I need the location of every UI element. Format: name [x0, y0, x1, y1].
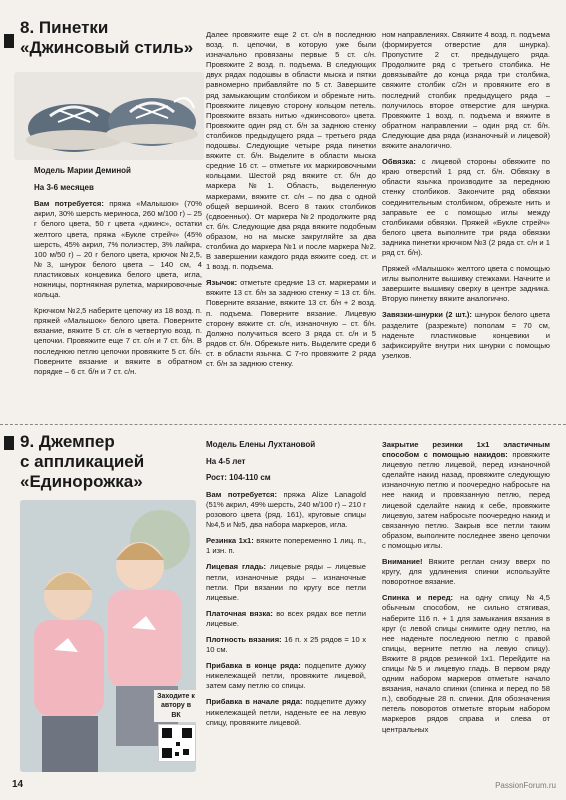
vk-qr-code[interactable]: [158, 724, 196, 762]
author-badge-text: Заходите к автору в ВК: [154, 690, 198, 722]
section-tab-marker: [4, 34, 14, 48]
section9-closing: [382, 440, 550, 551]
section-divider: [0, 424, 566, 425]
section8-yellow: Пряжей «Малышок» желтого цвета с помощью иглы выполните вышивку стежками. Начните и завершите вышивку сверху в центре задника. Вторую пинетку вяжите аналогично.: [382, 264, 550, 304]
section9-closing-head: Закрытие резинки 1x1 эластичным способом с помощью накидов:: [382, 440, 550, 460]
section8-trim: [382, 157, 550, 258]
section9-model-credit: Модель Елены Лухтановой: [206, 440, 316, 449]
section8-materials: [34, 199, 202, 300]
page-number: 14: [12, 779, 24, 790]
section8-trim-head: Обвязка:: [382, 157, 416, 167]
section9-gauge-head: Плотность вязания:: [206, 635, 282, 644]
section8-materials-text: пряжа «Малышок» (70% акрил, 30% шерсть мериноса, 260 м/100 г) – 25 г белого цвета, 50 г цвета «джинс», остатки желтого цвета, пряжа «Букле стрейч» (45% шерсть, 45% акрил, 7% полиэстер, 3% лайкра, 100 м/50 г) – 20 г белого цвета, крючок №2,5, №3, шнурок белого цвета – 140 см, 4 пластиковых концевика белого цвета, игла, ножницы, портняжная рулетка, маркировочные кольца.: [34, 199, 202, 300]
section8-number-title: 8. Пинетки: [20, 18, 109, 37]
section8-tongue-head: Язычок:: [206, 278, 238, 288]
section9-increase-begin-head: Прибавка в начале ряда:: [206, 697, 303, 707]
section9-closing-text: провяжите лицевую петлю лицевой, перед изнаночной сделайте накид назад, провяжите следующую изнаночную петлю и поочередно набросьте на нее накид и провязанную петлю, перед лицевой сделайте накид к себе, провяжите лицевую, затем набросьте поочередно накид и связанную петлю. Закрыв все петли таким образом, выполните последнее звено цепочки с помощью иглы.: [382, 450, 550, 550]
section9-increase-end-head: Прибавка в конце ряда:: [206, 661, 301, 671]
section9-subtitle-1: с аппликацией: [20, 452, 145, 472]
section9-increase-begin-text: подцепите дужку нижележащей петли, наденьте ее на левую спицу, провяжите лицевой.: [206, 697, 366, 727]
section9-number-title: 9. Джемпер: [20, 432, 115, 451]
section8-tongue: [206, 278, 376, 369]
booties-photo: [14, 72, 204, 160]
author-badge: [154, 690, 198, 722]
section8-heading: [20, 18, 200, 58]
section8-column-3: [382, 30, 550, 367]
section9-heading: [20, 432, 200, 492]
section8-col3-para1: ном направлениях. Свяжите 4 возд. п. подъема (формируется отверстие для шнурка). Пропустите 2 ст. предыдущего ряда. Продолжите ряд с третьего столбика. Не довязывайте до конца ряда три столбика, свяжите столбик с/2н и провяжите его в последний столбик предыдущего ряда – получилось второе отверстие для шнурка. Провяжите 1 возд. п. подъема и вяжите в обратном направлении – один ряд ст. б/н. Следующие два ряда (изнаночный и лицевой) вяжите аналогично.: [382, 30, 550, 151]
section9-garter-head: Платочная вязка:: [206, 608, 273, 618]
section-tab-marker-2: [4, 436, 14, 450]
section9-height: Рост: 104-110 см: [206, 473, 271, 483]
section9-back-front-text: на одну спицу №4,5 обычным способом, не сильно стягивая, наберите 116 п. + 1 для замыкания вязания в круг (с левой спицы снимите одну петлю, на нее наденьте последнюю петлю с правой спицы, верните петлю на левую спицу). Вяжите 8 рядов резинкой 1x1. Перейдите на спицы №5 и лицевую гладь. В первом ряду одним набором маркеров отметьте начало вязания, начало спинки (спинка и перед по 58 п.), свободные 28 п. спинки. Для обозначения петель поворотов отметьте вторым набором маркеров рядов справа и слева от центральных: [382, 593, 550, 734]
section8-column-2: [206, 30, 376, 375]
section9-attention-head: Внимание!: [382, 557, 423, 567]
section9-attention: [382, 557, 550, 587]
section8-para1: Крючком №2,5 наберите цепочку из 18 возд. п. пряжей «Малышок» белого цвета. Поверните вязание, вяжите 5 ст. с/н в четвертую возд. п. цепочки. Провяжите еще 7 ст. с/н и 7 ст. б/н. В последнюю петлю цепочки провяжите 5 ст. б/н. Поверните вязание и вяжите в обратном порядке – 6 ст. б/н и 7 ст. с/н.: [34, 306, 202, 376]
section9-attention-text: Вяжите реглан снизу вверх по кругу, для удлинения спинки используйте поворотное вязание.: [382, 557, 550, 587]
section9-title: [20, 432, 200, 492]
section9-rib-text: вяжите попеременно 1 лиц. п., 1 изн. п.: [206, 536, 366, 556]
section8-subtitle: «Джинсовый стиль»: [20, 38, 194, 58]
section8-laces-head: Завязки-шнурки (2 шт.):: [382, 310, 472, 320]
section9-increase-begin: [206, 697, 366, 727]
section8-col2-para1: Далее провяжите еще 2 ст. с/н в последнюю возд. п. цепочки, в которую уже были изначально провязаны первые 5 ст. с/н. Провяжите 2 возд. п. подъема. В следующих двух рядах подошвы в области мыска и пятки равномерно прибавляйте по 5 ст. Завершите ряд замыкающим столбиком и обрежьте нить. Провяжите лицевую сторону кольцом петель. Провяжите вязать нитью «джинсового» цвета. Провяжите один ряд ст. б/н за заднюю стенку столбиков предыдущего ряда – третьего ряда подошвы. Следующие четыре ряда пинетки вяжите ст. б/н. Выделите в области мыска средние 16 ст. – отметьте их маркировочными кольцами. Шестой ряд вяжите ст. б/н до маркера №1. Область, выделенную маркерами, вяжите ст. с/н – по два с одной общей вершиной. Всего 8 таких столбиков (сдвоенных). От маркера №2 продолжите ряд ст. б/н. Следующие два ряда вяжите подобным образом, но на мыске закругляйте за два столбика до маркера №1 и после маркера №2. В завершении каждого ряда вяжите соед. ст. и 1 возд. п. подъема.: [206, 30, 376, 272]
section9-stockinette-head: Лицевая гладь:: [206, 562, 267, 572]
section8-tongue-text: отметьте средние 13 ст. маркерами и вяжите 13 ст. б/н за заднюю стенку = 13 ст. б/н. Поверните вязание, вяжите 13 ст. б/н + 2 возд. п. подъема. Поверните вязание. Лицевую сторону вяжите ст. с/н, изнаночную – ст. б/н. Должно получиться всего 3 ряда ст. с/н и 5 рядов ст. б/н. Обрежьте нить. Выделите среди 6 ст. в области язычка. С 7-го провяжите 2 ряда ст. б/н за заднюю стенку.: [206, 278, 376, 368]
section9-gauge-text: 16 п. х 25 рядов = 10 х 10 см.: [206, 635, 366, 655]
section9-back-front-head: Спинка и перед:: [382, 593, 454, 603]
section8-laces-text: шнурок белого цвета разделите (разрежьте) пополам = 70 см, наденьте пластиковые концевики и зафиксируйте внутри них шнурки с помощью узелков.: [382, 310, 550, 360]
section9-materials-head: Вам потребуется:: [206, 489, 278, 499]
section9-subtitle-2: «Единорожка»: [20, 472, 143, 492]
section9-column-3: [382, 440, 550, 741]
section8-column-1: [34, 166, 202, 383]
section9-increase-end: [206, 661, 366, 691]
section8-age: На 3-6 месяцев: [34, 182, 94, 192]
section9-materials: [206, 490, 366, 530]
section8-title: [20, 18, 200, 58]
section8-model-credit: Модель Марии Деминой: [34, 166, 131, 175]
section9-rib: [206, 536, 366, 556]
section9-increase-end-text: подцепите дужку нижележащей петли, провяжите лицевой, затем саму петлю со спицы.: [206, 661, 367, 691]
section9-back-front: [382, 593, 550, 734]
site-watermark: PassionForum.ru: [495, 781, 556, 790]
section9-column-2: [206, 440, 366, 734]
section9-age: На 4-5 лет: [206, 456, 246, 466]
section9-garter-text: во всех рядах все петли лицевые.: [206, 608, 366, 628]
section9-stockinette: [206, 562, 366, 602]
section8-materials-head: Вам потребуется:: [34, 199, 104, 209]
section9-rib-head: Резинка 1x1:: [206, 536, 254, 546]
section9-materials-text: пряжа Alize Lanagold (51% акрил, 49% шерсть, 240 м/100 г) – 210 г розового цвета (ряд. 161), круговые спицы №4,5 и №5, два набора маркеров, игла.: [206, 489, 366, 530]
section9-garter: [206, 609, 366, 629]
section9-stockinette-text: лицевые ряды – лицевые петли, изнаночные ряды – изнаночные петли. При вязании по кругу все петли лицевые.: [206, 562, 366, 602]
booties-illustration: [14, 72, 204, 160]
section8-laces: [382, 310, 550, 360]
section8-trim-text: с лицевой стороны обвяжите по краю отверстий 1 ряд ст. б/н. Обвязку в области язычка производите за переднюю стенку столбиков. Закончите ряд обвязки соединительным столбиком, обрежьте нить и заправьте ее с помощью иглы между столбиками обвязки. Пряжей «Букле стрейч» белого цвета выполните три ряда обвязки задника пинетки крючком №3 (2 ряда ст. с/н и 1 ряд ст. б/н).: [382, 157, 550, 257]
section9-gauge: [206, 635, 366, 655]
